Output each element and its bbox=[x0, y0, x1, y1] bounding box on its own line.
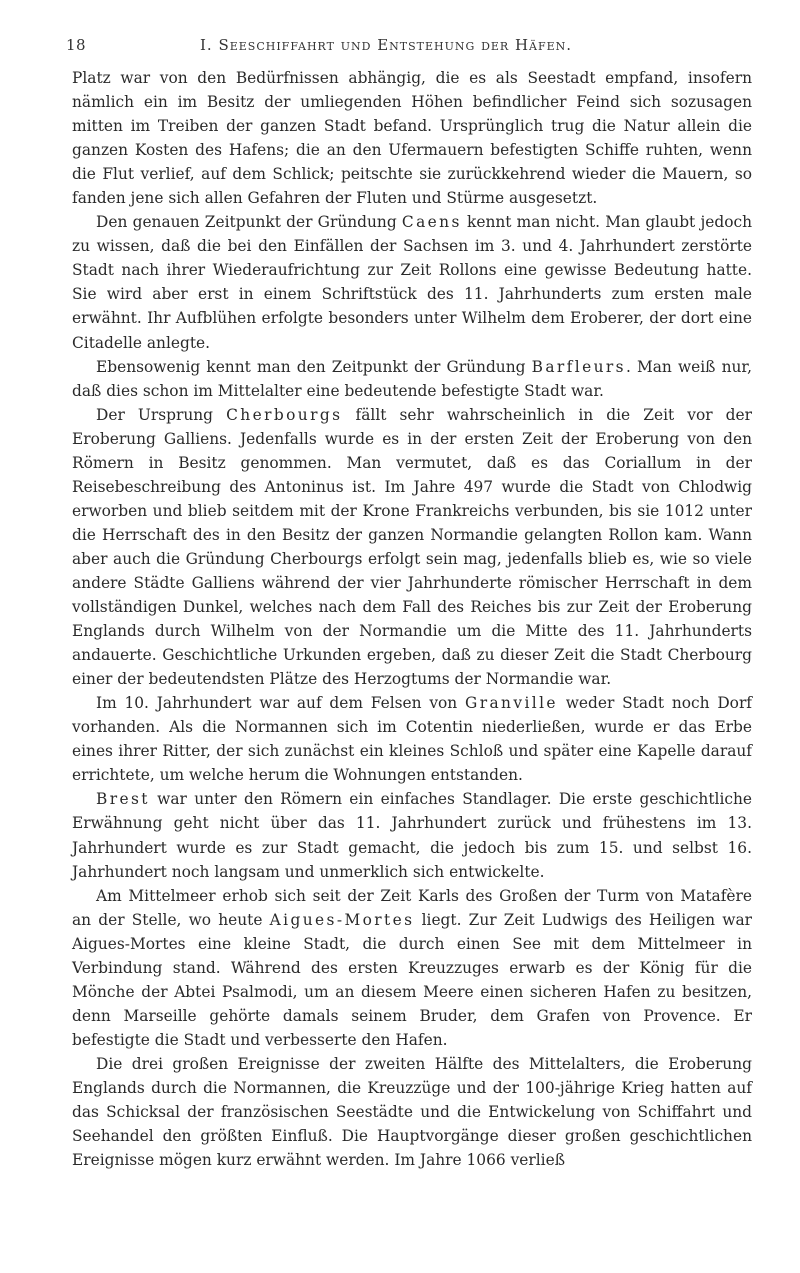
paragraph bbox=[72, 787, 752, 883]
page-number: 18 bbox=[66, 36, 87, 54]
text-run: Die drei großen Ereignisse der zweiten Hälfte des Mittelalters, die Eroberung Englands durch die Normannen, die Kreuzzüge und der 100-jährige Krieg hatten auf das Schicksal der französischen Seestädte und die Entwickelung von Schiffahrt und Seehandel den größten Einfluß. Die Hauptvorgänge dieser großen geschichtlichen Ereignisse mögen kurz erwähnt werden. Im Jahre 1066 verließ bbox=[72, 1054, 752, 1170]
spaced-place-name: Brest bbox=[96, 790, 150, 809]
text-run: . Man weiß nur, daß dies schon im Mittelalter eine bedeutende befestigte Stadt war. bbox=[72, 357, 752, 400]
paragraph bbox=[72, 884, 752, 1052]
text-run: Der Ursprung bbox=[96, 405, 227, 424]
spaced-place-name: Cherbourgs bbox=[226, 405, 343, 424]
paragraph bbox=[72, 1052, 752, 1172]
spaced-place-name: Barfleurs bbox=[531, 357, 626, 376]
text-run: weder Stadt noch Dorf vorhanden. Als die Normannen sich im Cotentin niederließen, wurde er das Erbe eines ihrer Ritter, der sich zunächst ein kleines Schloß und später eine Kapelle darauf errichtete, um welche herum die Wohnungen entstanden. bbox=[72, 694, 752, 785]
paragraph bbox=[72, 210, 752, 354]
spaced-place-name: Caens bbox=[401, 213, 462, 232]
running-head bbox=[66, 36, 752, 62]
text-run: fällt sehr wahrscheinlich in die Zeit vor der Eroberung Galliens. Jedenfalls wurde es in der ersten Zeit der Eroberung von den Römern in Besitz genommen. Man vermutet, daß es das Coriallum in der Reisebeschreibung des Antoninus ist. Im Jahre 497 wurde die Stadt von Chlodwig erworben und blieb seitdem mit der Krone Frankreichs verbunden, bis sie 1012 unter die Herrschaft des in den Besitz der ganzen Normandie gelangten Rollon kam. Wann aber auch die Gründung Cherbourgs erfolgt sein mag, jedenfalls blieb es, wie so viele andere Städte Galliens während der vier Jahrhunderte römischer Herrschaft in dem vollständigen Dunkel, welches nach dem Fall des Reiches bis zur Zeit der Eroberung Englands durch Wilhelm von der Normandie um die Mitte des 11. Jahrhunderts andauerte. Geschichtliche Urkunden ergeben, daß zu dieser Zeit die Stadt Cherbourg einer der bedeutendsten Plätze des Herzogtums der Normandie war. bbox=[72, 405, 753, 689]
book-page bbox=[66, 36, 753, 1172]
paragraph bbox=[72, 66, 752, 210]
paragraph bbox=[72, 403, 752, 692]
body-text bbox=[72, 66, 752, 1172]
paragraph bbox=[72, 355, 752, 403]
text-run: war unter den Römern ein einfaches Standlager. Die erste geschichtliche Erwähnung geht nicht über das 11. Jahrhundert zurück und frühestens im 13. Jahrhundert wurde es zur Stadt gemacht, die jedoch bis zum 15. und selbst 16. Jahrhundert noch langsam und unmerklich sich entwickelte. bbox=[72, 790, 752, 881]
text-run: Den genauen Zeitpunkt der Gründung bbox=[96, 213, 402, 232]
spaced-place-name: Aigues-Mortes bbox=[269, 910, 415, 929]
chapter-title: I. Seeschiffahrt und Entstehung der Häfen. bbox=[200, 36, 573, 54]
text-run: liegt. Zur Zeit Ludwigs des Heiligen war Aigues-Mortes eine kleine Stadt, die durch einen See mit dem Mittelmeer in Verbindung stand. Während des ersten Kreuzzuges erwarb es der König für die Mönche der Abtei Psalmodi, um an diesem Meere einen sicheren Hafen zu besitzen, denn Marseille gehörte damals seinem Bruder, dem Grafen von Provence. Er befestigte die Stadt und verbesserte den Hafen. bbox=[72, 910, 752, 1049]
text-run: kennt man nicht. Man glaubt jedoch zu wissen, daß die bei den Einfällen der Sachsen im 3. und 4. Jahrhundert zerstörte Stadt nach ihrer Wiederaufrichtung zur Zeit Rollons eine gewisse Bedeutung hatte. Sie wird aber erst in einem Schriftstück des 11. Jahrhunderts zum ersten male erwähnt. Ihr Aufblühen erfolgte besonders unter Wilhelm dem Eroberer, der dort eine Citadelle anlegte. bbox=[72, 213, 752, 352]
spaced-place-name: Granville bbox=[465, 694, 558, 713]
text-run: Am Mittelmeer erhob sich seit der Zeit Karls des Großen der Turm von Matafère an der Stelle, wo heute bbox=[72, 886, 752, 929]
text-run: Platz war von den Bedürfnissen abhängig, die es als Seestadt empfand, insofern nämlich ein im Besitz der umliegenden Höhen befindlicher Feind sich sozusagen mitten im Treiben der ganzen Stadt befand. Ursprünglich trug die Natur allein die ganzen Kosten des Hafens; die an den Ufermauern befestigten Schiffe ruhten, wenn die Flut verlief, auf dem Schlick; peitschte sie zurückkehrend wieder die Mauern, so fanden jene sich allen Gefahren der Fluten und Stürme ausgesetzt. bbox=[72, 69, 752, 208]
text-run: Ebensowenig kennt man den Zeitpunkt der Gründung bbox=[96, 357, 532, 376]
text-run: Im 10. Jahrhundert war auf dem Felsen von bbox=[96, 694, 466, 713]
paragraph bbox=[72, 691, 752, 787]
